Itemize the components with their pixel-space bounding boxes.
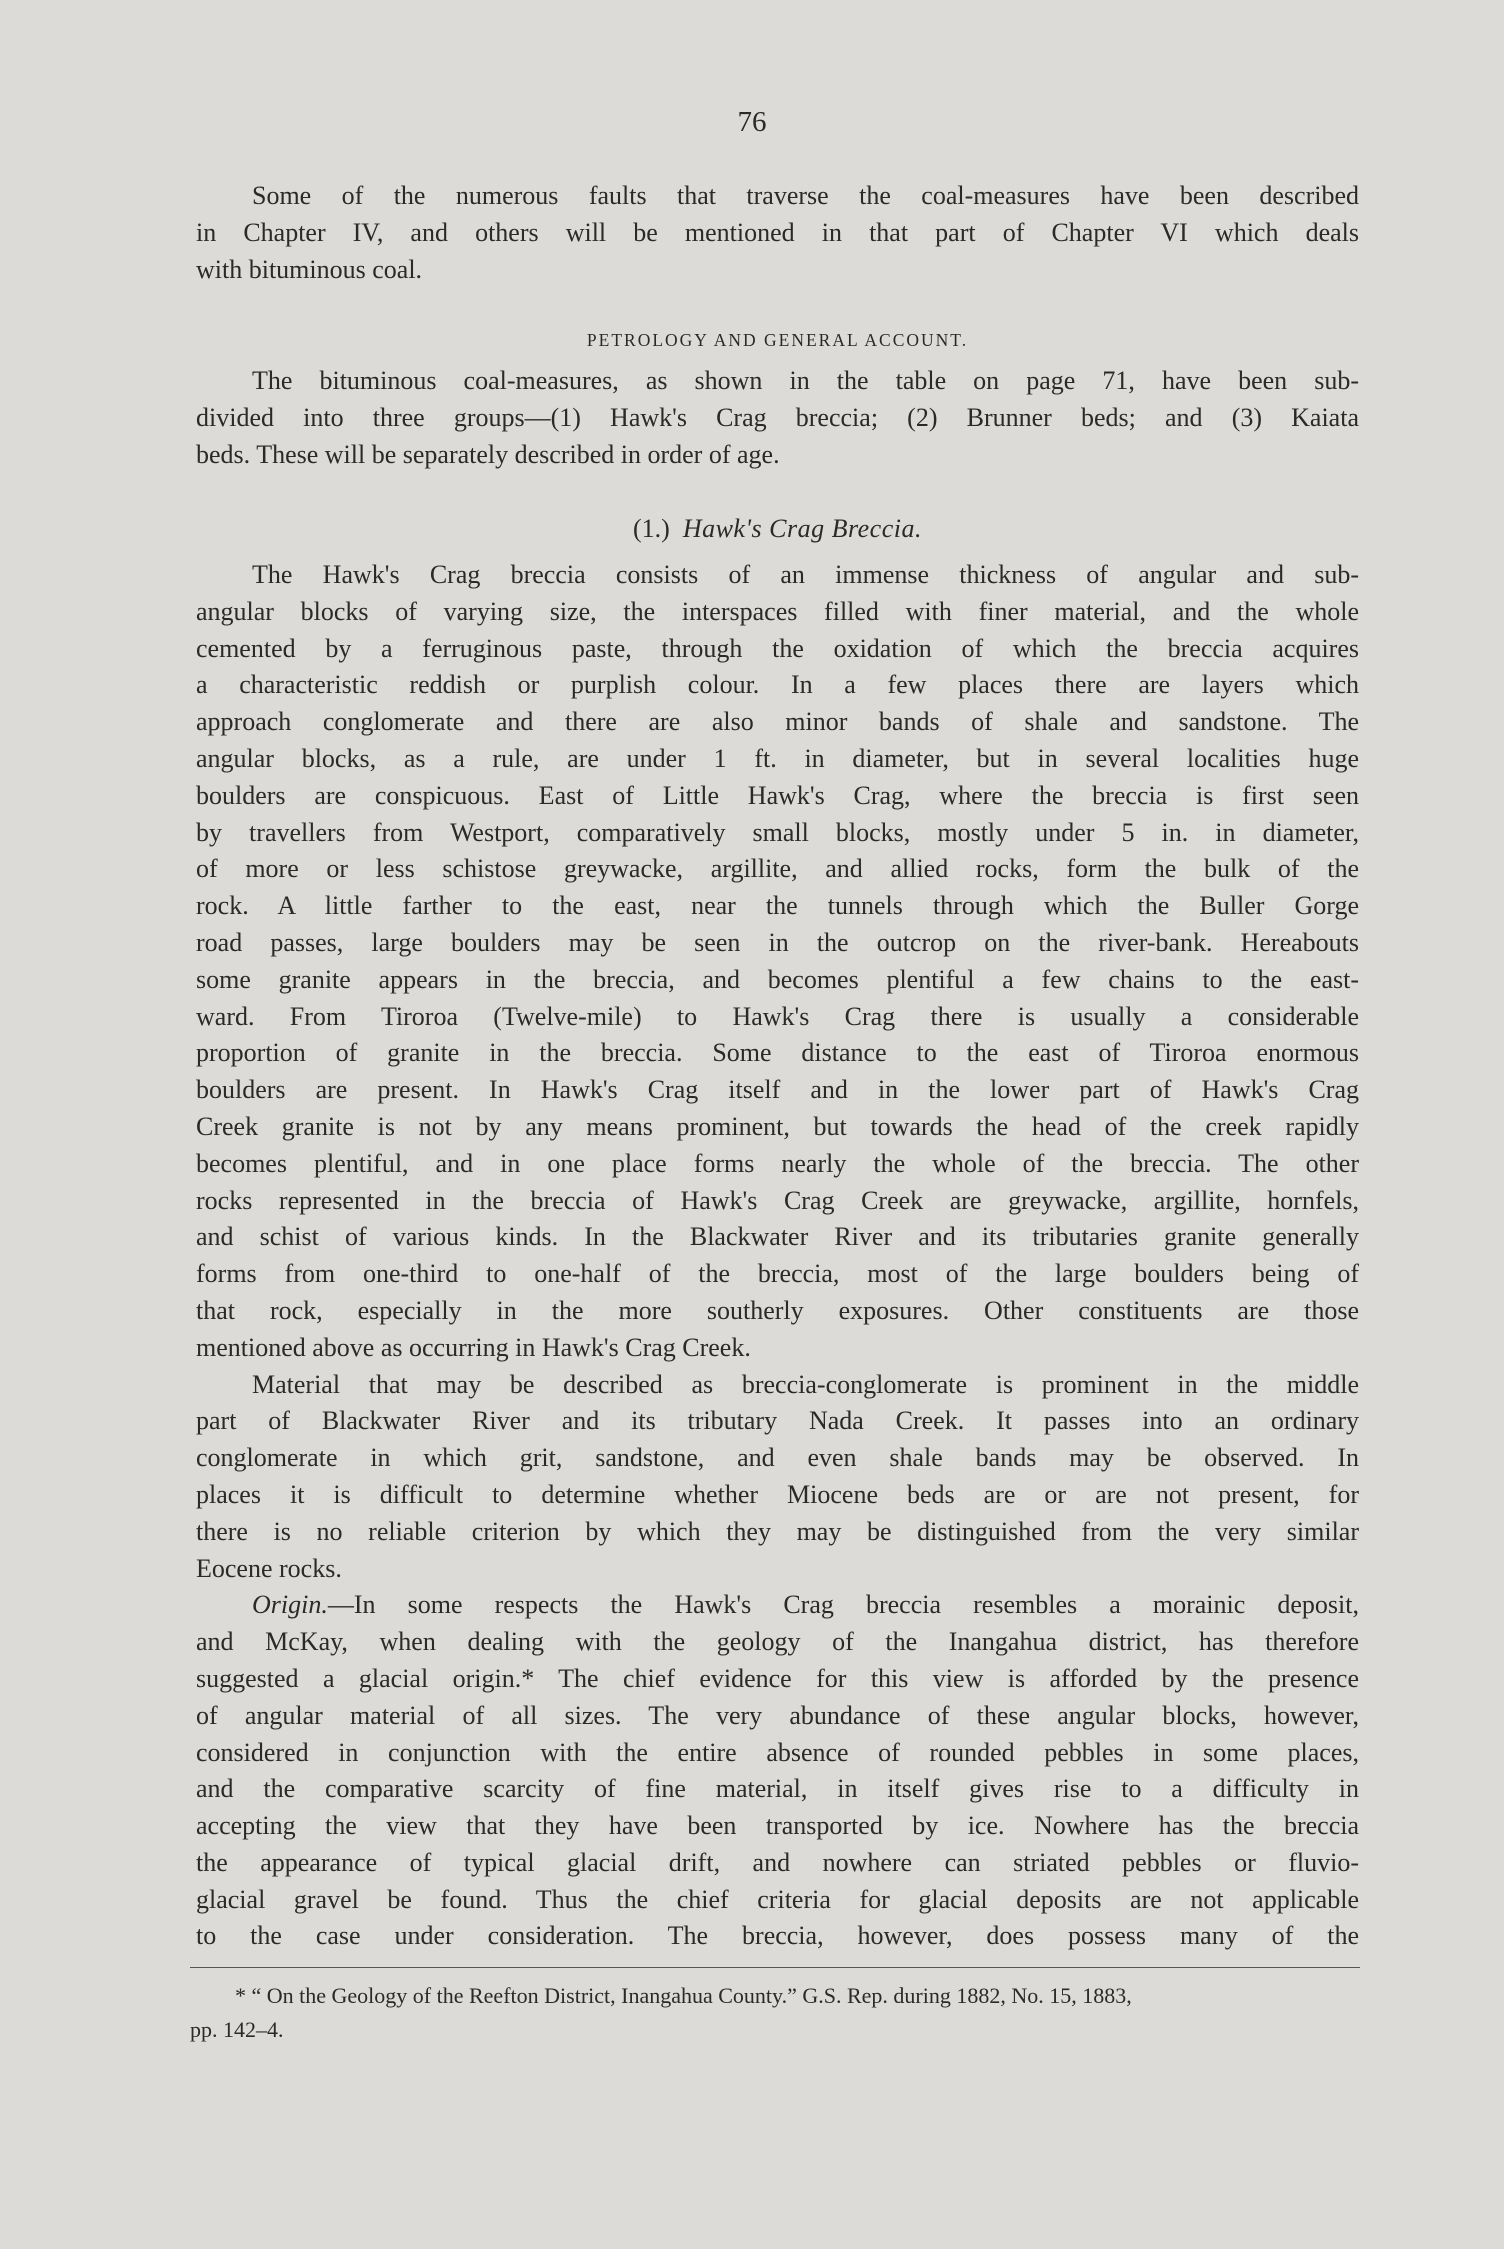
text-line: accepting the view that they have been transported by ice. Nowhere has the breccia xyxy=(196,1811,1359,1841)
text-line: angular blocks of varying size, the interspaces filled with finer material, and the whole xyxy=(196,596,1359,626)
footnote xyxy=(190,1979,1365,2047)
text-line: and McKay, when dealing with the geology of the Inangahua district, has therefore xyxy=(196,1627,1359,1657)
text-line: with bituminous coal. xyxy=(196,254,423,284)
text-line: boulders are conspicuous. East of Little Hawk's Crag, where the breccia is first seen xyxy=(196,780,1359,810)
text-line: glacial gravel be found. Thus the chief criteria for glacial deposits are not applicable xyxy=(196,1884,1359,1914)
footnote-divider xyxy=(190,1967,1360,1968)
text-line: proportion of granite in the breccia. Some distance to the east of Tiroroa enormous xyxy=(196,1038,1359,1068)
text-line: of more or less schistose greywacke, argillite, and allied rocks, form the bulk of the xyxy=(196,854,1359,884)
text-line: The Hawk's Crag breccia consists of an immense thickness of angular and sub- xyxy=(252,560,1359,589)
text-line: approach conglomerate and there are also minor bands of shale and sandstone. The xyxy=(196,707,1359,737)
page-number: 76 xyxy=(737,106,767,138)
text-line: of angular material of all sizes. The very abundance of these angular blocks, however, xyxy=(196,1700,1359,1730)
section-paragraph xyxy=(196,363,1359,473)
paragraph xyxy=(196,557,1359,1367)
text-line: Material that may be described as breccia-conglomerate is prominent in the middle xyxy=(252,1369,1359,1399)
text-line: places it is difficult to determine whether Miocene beds are or are not present, for xyxy=(196,1479,1359,1509)
text-line: becomes plentiful, and in one place forms nearly the whole of the breccia. The other xyxy=(196,1148,1359,1178)
text-line: divided into three groups—(1) Hawk's Crag breccia; (2) Brunner beds; and (3) Kaiata xyxy=(196,402,1359,432)
body-text xyxy=(196,557,1359,1955)
subsection-title: Hawk's Crag Breccia. xyxy=(682,514,922,543)
text-line: suggested a glacial origin.* The chief evidence for this view is afforded by the presence xyxy=(196,1663,1359,1693)
text-line: beds. These will be separately described in order of age. xyxy=(196,439,780,469)
text-line: Creek granite is not by any means prominent, but towards the head of the creek rapidly xyxy=(196,1111,1359,1141)
text-line: some granite appears in the breccia, and becomes plentiful a few chains to the east- xyxy=(196,964,1359,994)
text-line: a characteristic reddish or purplish colour. In a few places there are layers which xyxy=(196,670,1359,700)
text-line: Some of the numerous faults that traverse the coal-measures have been described xyxy=(252,181,1359,210)
text-line xyxy=(196,1587,1359,1624)
subsection-number: (1.) xyxy=(632,514,670,543)
text-line: to the case under consideration. The breccia, however, does possess many of the xyxy=(196,1921,1359,1951)
text-line: conglomerate in which grit, sandstone, and even shale bands may be observed. In xyxy=(196,1443,1359,1473)
text-line: angular blocks, as a rule, are under 1 ft. in diameter, but in several localities huge xyxy=(196,743,1359,773)
section-heading: PETROLOGY AND GENERAL ACCOUNT. xyxy=(586,330,969,350)
intro-paragraph xyxy=(196,178,1359,288)
text-line: in Chapter IV, and others will be mentioned in that part of Chapter VI which deals xyxy=(196,217,1359,247)
text-line: boulders are present. In Hawk's Crag itself and in the lower part of Hawk's Crag xyxy=(196,1075,1359,1105)
text-line: mentioned above as occurring in Hawk's Crag Creek. xyxy=(196,1332,751,1362)
text-line: there is no reliable criterion by which they may be distinguished from the very similar xyxy=(196,1516,1359,1546)
text-line: rocks represented in the breccia of Hawk's Crag Creek are greywacke, argillite, hornfels, xyxy=(196,1185,1359,1215)
paragraph xyxy=(196,1587,1359,1955)
text-line: considered in conjunction with the entire absence of rounded pebbles in some places, xyxy=(196,1737,1359,1767)
text-line: Eocene rocks. xyxy=(196,1553,342,1583)
text-line: cemented by a ferruginous paste, through the oxidation of which the breccia acquires xyxy=(196,633,1359,663)
text-line: that rock, especially in the more southerly exposures. Other constituents are those xyxy=(196,1295,1359,1325)
text-line: by travellers from Westport, comparatively small blocks, mostly under 5 in. in diameter, xyxy=(196,817,1359,847)
text-line: and the comparative scarcity of fine material, in itself gives rise to a difficulty in xyxy=(196,1774,1359,1804)
text-line: rock. A little farther to the east, near the tunnels through which the Buller Gorge xyxy=(196,891,1359,921)
text-line: ward. From Tiroroa (Twelve-mile) to Hawk's Crag there is usually a considerable xyxy=(196,1001,1359,1031)
text-line: part of Blackwater River and its tributary Nada Creek. It passes into an ordinary xyxy=(196,1406,1359,1436)
paragraph-lead: Origin. xyxy=(252,1590,328,1620)
line-text: —In some respects the Hawk's Crag breccia resembles a morainic deposit, xyxy=(327,1590,1359,1620)
text-line: and schist of various kinds. In the Blackwater River and its tributaries granite generally xyxy=(196,1222,1359,1252)
text-line: * “ On the Geology of the Reefton District, Inangahua County.” G.S. Rep. during 1882, No. 15, 1883, xyxy=(235,1983,1132,2008)
paragraph xyxy=(196,1367,1359,1588)
text-line: road passes, large boulders may be seen in the outcrop on the river-bank. Hereabouts xyxy=(196,927,1359,957)
text-line: forms from one-third to one-half of the breccia, most of the large boulders being of xyxy=(196,1259,1359,1289)
subsection-heading xyxy=(196,511,1359,547)
text-line: the appearance of typical glacial drift, and nowhere can striated pebbles or fluvio- xyxy=(196,1847,1359,1877)
text-line: The bituminous coal-measures, as shown in the table on page 71, have been sub- xyxy=(252,366,1359,395)
text-line: pp. 142–4. xyxy=(190,2017,284,2042)
